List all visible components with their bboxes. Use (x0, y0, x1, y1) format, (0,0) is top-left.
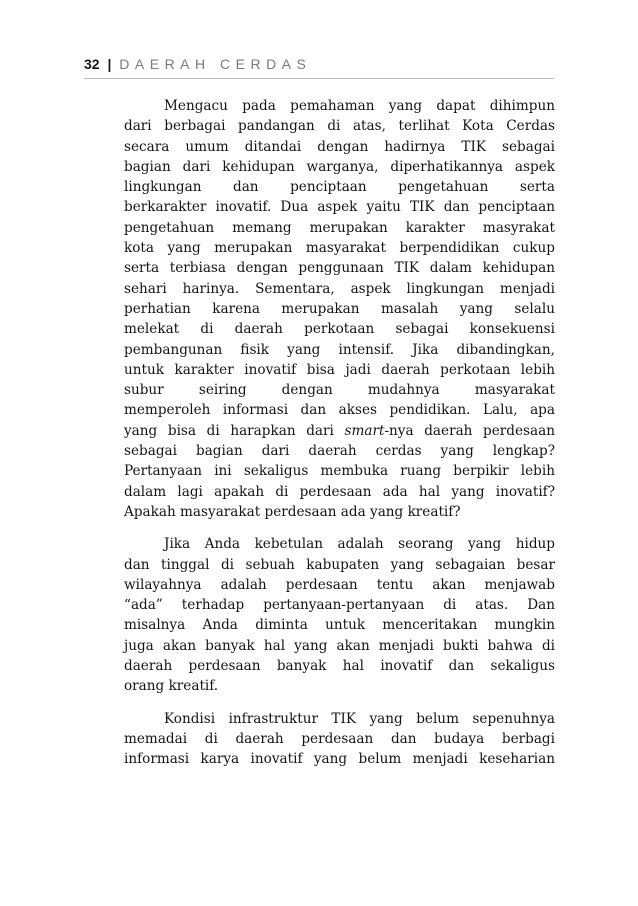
text-line: memadai di daerah perdesaan dan budaya berbagi (124, 730, 555, 747)
running-header (84, 55, 554, 73)
text-line: bagian dari kehidupan warganya, diperhatikannya aspek (124, 158, 555, 175)
text-line: melekat di daerah perkotaan sebagai konsekuensi (124, 321, 555, 338)
paragraph-2 (84, 534, 555, 696)
text-line: dan tinggal di sebuah kabupaten yang sebagaian besar (124, 556, 555, 573)
text-line: untuk karakter inovatif bisa jadi daerah perkotaan lebih (124, 361, 555, 378)
text-line: daerah perdesaan banyak hal inovatif dan sekaligus (124, 658, 555, 675)
text-line: juga akan banyak hal yang akan menjadi bukti bahwa di (124, 637, 555, 654)
text-line: secara umum ditandai dengan hadirnya TIK sebagai (124, 138, 555, 155)
body-text (84, 96, 555, 770)
text-line: Pertanyaan ini sekaligus membuka ruang berpikir lebih (124, 463, 555, 480)
text-line: sehari harinya. Sementara, aspek lingkungan menjadi (124, 280, 555, 297)
text-line: dalam lagi apakah di perdesaan ada hal yang inovatif? (124, 483, 555, 500)
text-line: Apakah masyarakat perdesaan ada yang kreatif? (124, 503, 461, 520)
emph-line-after: -nya daerah perdesaan (384, 422, 555, 439)
text-line: Mengacu pada pemahaman yang dapat dihimpun (164, 98, 555, 114)
text-line: perhatian karena merupakan masalah yang selalu (124, 300, 555, 317)
emph-word: smart (344, 422, 385, 439)
text-line: orang kreatif. (124, 678, 219, 695)
header-rule (84, 78, 554, 79)
header-separator: | (107, 56, 112, 72)
text-line: kota yang merupakan masyarakat berpendidikan cukup (124, 240, 555, 257)
text-line: Kondisi infrastruktur TIK yang belum sepenuhnya (164, 710, 555, 727)
text-line: “ada” terhadap pertanyaan-pertanyaan di atas. Dan (124, 597, 555, 614)
text-line: lingkungan dan penciptaan pengetahuan serta (124, 179, 555, 196)
text-line: berkarakter inovatif. Dua aspek yaitu TIK dan penciptaan (124, 199, 555, 216)
text-line-with-emphasis (84, 421, 555, 441)
text-line: informasi karya inovatif yang belum menjadi keseharian (124, 751, 555, 768)
text-line: memperoleh informasi dan akses pendidikan. Lalu, apa (124, 402, 555, 419)
text-line: sebagai bagian dari daerah cerdas yang lengkap? (124, 443, 555, 460)
page-number: 32 (84, 56, 100, 72)
paragraph-1 (84, 96, 555, 522)
text-line: pengetahuan memang merupakan karakter masyrakat (124, 219, 555, 236)
text-line: Jika Anda kebetulan adalah seorang yang hidup (164, 536, 555, 553)
text-line: dari berbagai pandangan di atas, terlihat Kota Cerdas (124, 118, 555, 135)
text-line: subur seiring dengan mudahnya masyarakat (124, 382, 555, 399)
paragraph-3 (84, 709, 555, 770)
text-line: misalnya Anda diminta untuk menceritakan mungkin (124, 617, 555, 634)
emph-line-before: yang bisa di harapkan dari (124, 422, 345, 439)
text-line: pembangunan fisik yang intensif. Jika dibandingkan, (124, 341, 555, 358)
text-line: wilayahnya adalah perdesaan tentu akan menjawab (124, 576, 555, 593)
text-line: serta terbiasa dengan penggunaan TIK dalam kehidupan (124, 260, 555, 277)
running-title: DAERAH CERDAS (119, 56, 312, 72)
